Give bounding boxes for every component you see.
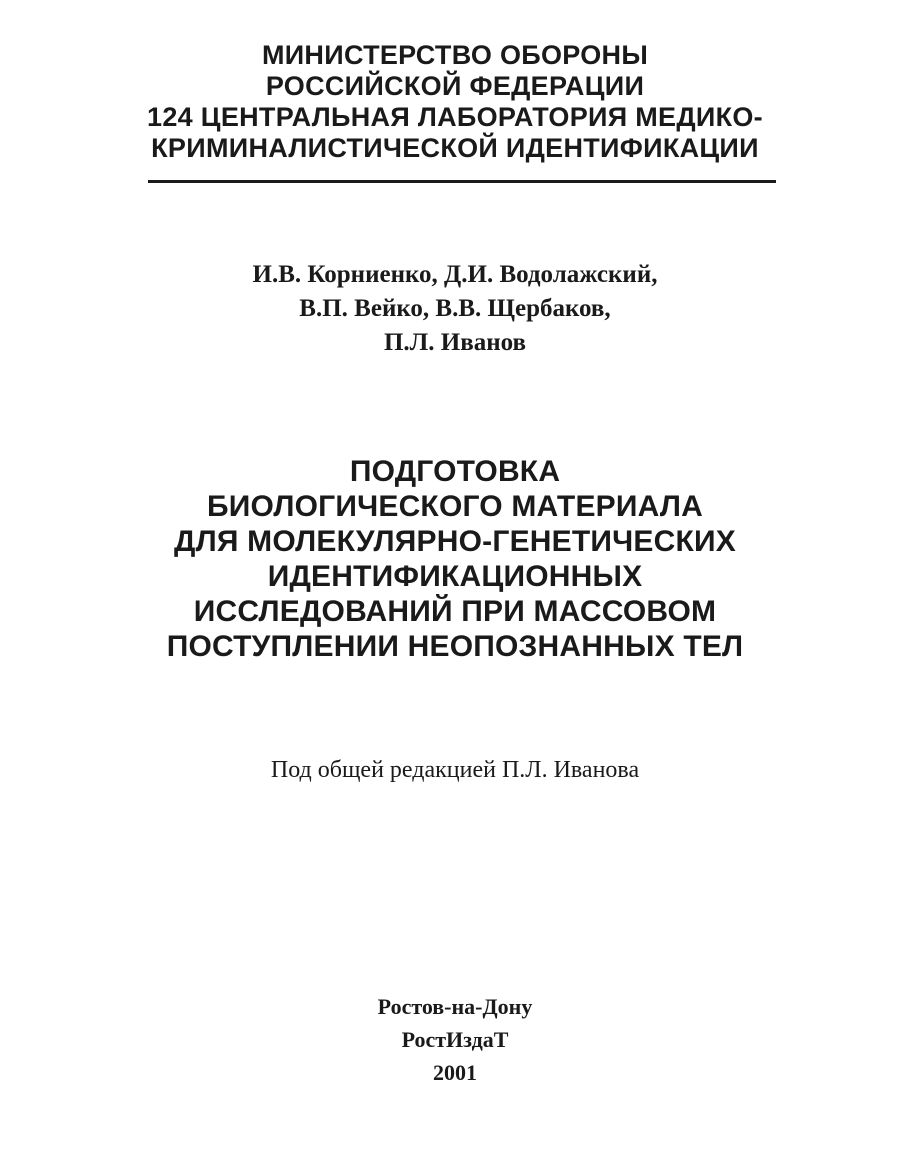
title-line: ИССЛЕДОВАНИЙ ПРИ МАССОВОМ — [193, 595, 717, 628]
imprint-block — [0, 990, 910, 1089]
organization-header — [0, 40, 910, 164]
book-title — [0, 454, 910, 664]
authors-line: В.П. Вейко, В.В. Щербаков, — [299, 295, 611, 322]
header-line: РОССИЙСКОЙ ФЕДЕРАЦИИ — [265, 71, 645, 101]
title-line: БИОЛОГИЧЕСКОГО МАТЕРИАЛА — [207, 490, 703, 523]
imprint-publisher: РостИздаТ — [401, 1027, 509, 1052]
title-line: ПОДГОТОВКА — [349, 455, 561, 488]
authors-line: П.Л. Иванов — [383, 329, 527, 356]
header-line: 124 ЦЕНТРАЛЬНАЯ ЛАБОРАТОРИЯ МЕДИКО- — [147, 102, 763, 132]
header-line: МИНИСТЕРСТВО ОБОРОНЫ — [261, 40, 649, 70]
title-line: ИДЕНТИФИКАЦИОННЫХ — [267, 560, 643, 593]
editor-credit: Под общей редакцией П.Л. Иванова — [270, 757, 640, 783]
title-line: ПОСТУПЛЕНИИ НЕОПОЗНАННЫХ ТЕЛ — [166, 630, 744, 663]
authors-block — [0, 258, 910, 360]
title-line: ДЛЯ МОЛЕКУЛЯРНО-ГЕНЕТИЧЕСКИХ — [174, 525, 736, 558]
authors-line: И.В. Корниенко, Д.И. Водолажский, — [252, 261, 658, 288]
header-line: КРИМИНАЛИСТИЧЕСКОЙ ИДЕНТИФИКАЦИИ — [151, 133, 759, 163]
imprint-city: Ростов-на-Дону — [377, 994, 533, 1019]
imprint-year: 2001 — [433, 1060, 477, 1085]
header-divider — [148, 180, 776, 183]
